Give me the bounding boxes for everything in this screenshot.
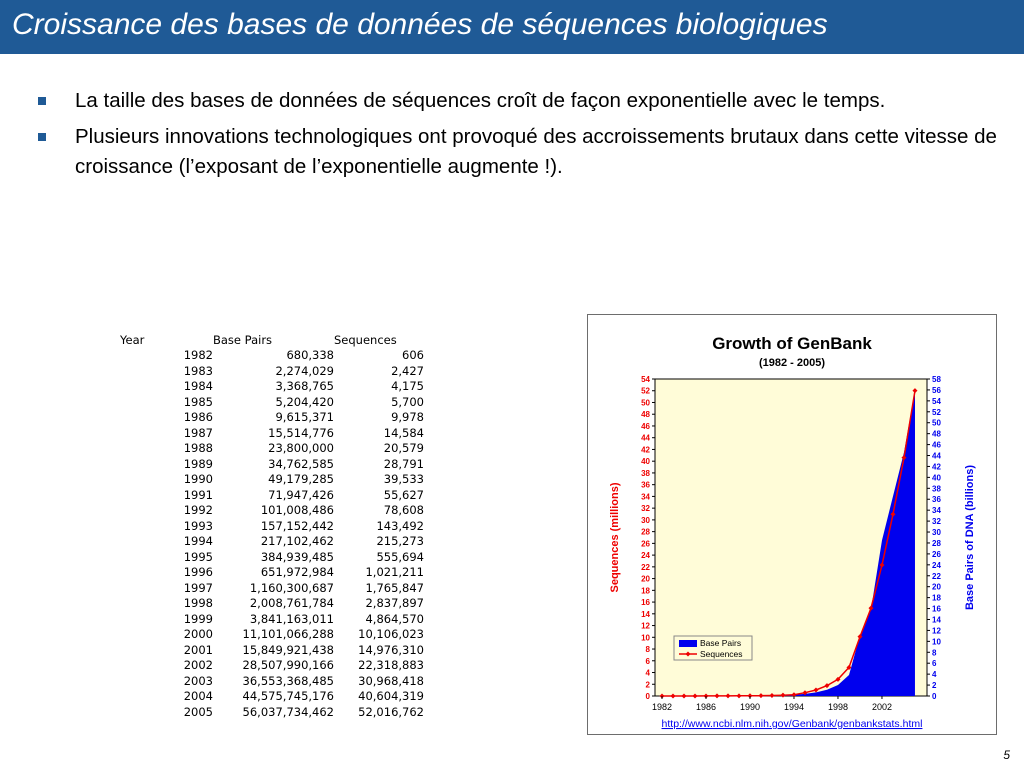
base-pairs-cell: 15,514,776 — [268, 425, 334, 440]
year-cell: 1992 — [183, 503, 213, 517]
table-row — [120, 472, 424, 488]
base-pairs-cell: 1,160,300,687 — [249, 580, 334, 595]
left-axis-title: Sequences (millions) — [609, 482, 621, 593]
right-tick-label: 32 — [932, 517, 941, 527]
table-row — [120, 488, 424, 504]
title-bar — [0, 0, 1024, 54]
sequences-cell: 4,864,570 — [365, 611, 424, 626]
base-pairs-swatch — [679, 640, 697, 647]
right-tick-label: 26 — [932, 549, 941, 559]
table-row — [120, 643, 424, 659]
base-pairs-cell: 28,507,990,166 — [242, 658, 334, 672]
left-tick-label: 36 — [641, 480, 650, 490]
year-cell: 2005 — [183, 704, 213, 719]
table-row — [120, 379, 424, 395]
right-tick-label: 8 — [932, 648, 937, 658]
left-tick-label: 10 — [641, 633, 650, 643]
right-tick-label: 16 — [932, 604, 941, 614]
sequences-cell: 555,694 — [376, 549, 424, 564]
right-tick-label: 46 — [932, 440, 941, 450]
chart-svg — [588, 315, 996, 734]
table-row — [120, 441, 424, 457]
table-row — [120, 627, 424, 643]
sequences-cell: 40,604,319 — [358, 689, 424, 703]
left-tick-label: 0 — [645, 692, 650, 701]
x-tick-label: 2002 — [871, 702, 892, 712]
right-tick-label: 28 — [932, 538, 941, 548]
right-tick-label: 24 — [932, 560, 941, 570]
right-tick-label: 10 — [932, 637, 941, 647]
left-tick-label: 52 — [641, 386, 650, 396]
base-pairs-cell: 11,101,066,288 — [242, 627, 334, 641]
sequences-cell: 1,021,211 — [365, 565, 424, 579]
table-row — [120, 689, 424, 705]
year-cell: 1998 — [183, 596, 213, 610]
left-tick-label: 30 — [641, 515, 650, 525]
header-base-pairs: Base Pairs — [213, 333, 273, 347]
table-row — [120, 519, 424, 535]
legend-label: Base Pairs — [700, 638, 742, 648]
right-tick-label: 12 — [932, 626, 941, 636]
year-cell: 1993 — [183, 518, 213, 533]
table-row — [120, 674, 424, 690]
right-tick-label: 30 — [932, 528, 941, 538]
base-pairs-cell: 15,849,921,438 — [242, 642, 334, 657]
right-tick-label: 4 — [932, 670, 937, 680]
left-tick-label: 2 — [645, 680, 650, 690]
genbank-table — [120, 333, 424, 720]
year-cell: 1989 — [183, 456, 213, 471]
sequences-cell: 55,627 — [383, 487, 424, 502]
left-tick-label: 50 — [641, 398, 650, 408]
right-tick-label: 58 — [932, 375, 941, 384]
year-cell: 1997 — [183, 580, 213, 595]
base-pairs-cell: 651,972,984 — [260, 565, 334, 579]
header-year: Year — [120, 333, 145, 347]
year-cell: 1991 — [183, 487, 213, 502]
table-row — [120, 705, 424, 721]
table-row — [120, 457, 424, 473]
left-tick-label: 28 — [641, 527, 650, 537]
x-tick-label: 1986 — [695, 702, 717, 712]
source-link: http://www.ncbi.nlm.nih.gov/Genbank/genbankstats.html — [661, 718, 923, 730]
right-tick-label: 2 — [932, 681, 937, 691]
bullet-item — [38, 86, 998, 116]
left-tick-label: 54 — [641, 375, 650, 384]
base-pairs-cell: 34,762,585 — [268, 456, 334, 471]
base-pairs-cell: 56,037,734,462 — [242, 704, 334, 719]
left-tick-label: 26 — [641, 539, 650, 549]
right-tick-label: 40 — [932, 473, 941, 483]
sequences-cell: 2,427 — [391, 363, 424, 378]
left-tick-label: 18 — [641, 586, 650, 596]
sequences-cell: 5,700 — [391, 394, 424, 409]
base-pairs-cell: 9,615,371 — [275, 410, 334, 424]
right-tick-label: 36 — [932, 495, 941, 505]
sequences-cell: 143,492 — [376, 518, 424, 533]
chart-subtitle: (1982 - 2005) — [758, 357, 826, 369]
sequences-cell: 2,837,897 — [365, 596, 424, 610]
table-row — [120, 410, 424, 426]
page-number: 5 — [1003, 748, 1010, 762]
right-tick-label: 6 — [932, 659, 937, 669]
sequences-cell: 4,175 — [391, 379, 424, 393]
base-pairs-cell: 157,152,442 — [260, 518, 334, 533]
right-tick-label: 34 — [932, 506, 941, 516]
left-tick-label: 16 — [641, 598, 650, 608]
table-row — [120, 612, 424, 628]
right-tick-label: 20 — [932, 582, 941, 592]
left-tick-label: 24 — [641, 551, 650, 561]
base-pairs-cell: 71,947,426 — [268, 487, 334, 502]
base-pairs-cell: 36,553,368,485 — [242, 673, 334, 688]
base-pairs-cell: 101,008,486 — [260, 503, 334, 517]
left-tick-label: 48 — [641, 410, 650, 420]
x-tick-label: 1990 — [739, 702, 761, 712]
base-pairs-cell: 2,274,029 — [275, 363, 334, 378]
year-cell: 2002 — [183, 658, 213, 672]
right-tick-label: 44 — [932, 451, 941, 461]
table-row — [120, 596, 424, 612]
right-tick-label: 52 — [932, 407, 941, 417]
sequences-cell: 1,765,847 — [365, 580, 424, 595]
sequences-cell: 10,106,023 — [358, 627, 424, 641]
right-tick-label: 18 — [932, 593, 941, 603]
left-tick-label: 34 — [641, 492, 650, 502]
left-tick-label: 6 — [645, 656, 650, 666]
sequences-cell: 14,976,310 — [358, 642, 424, 657]
left-tick-label: 20 — [641, 574, 650, 584]
left-tick-label: 44 — [641, 433, 650, 443]
slide-title: Croissance des bases de données de séquences biologiques — [12, 8, 828, 41]
base-pairs-cell: 3,368,765 — [275, 379, 334, 393]
square-bullet-icon — [38, 133, 46, 141]
sequences-cell: 14,584 — [383, 425, 424, 440]
year-cell: 2001 — [183, 642, 213, 657]
base-pairs-cell: 3,841,163,011 — [249, 611, 334, 626]
sequences-cell: 39,533 — [383, 472, 424, 486]
year-cell: 1999 — [183, 611, 213, 626]
sequences-cell: 9,978 — [391, 410, 424, 424]
year-cell: 2003 — [183, 673, 213, 688]
x-tick-label: 1994 — [783, 702, 804, 712]
bullet-text: La taille des bases de données de séquences croît de façon exponentielle avec le temps. — [75, 89, 886, 112]
bullet-list — [38, 86, 998, 188]
bullet-text: Plusieurs innovations technologiques ont provoqué des accroissements brutaux dans cette vitesse de croissance (l’exposant de l’exponentielle augmente !). — [75, 125, 997, 178]
right-axis-title: Base Pairs of DNA (billions) — [964, 464, 976, 611]
year-cell: 1990 — [183, 472, 213, 486]
year-cell: 1994 — [183, 534, 213, 548]
sequences-cell: 215,273 — [376, 534, 424, 548]
base-pairs-cell: 217,102,462 — [260, 534, 334, 548]
left-tick-label: 38 — [641, 468, 650, 478]
left-tick-label: 14 — [641, 609, 650, 619]
right-tick-label: 54 — [932, 396, 941, 406]
year-cell: 1996 — [183, 565, 213, 579]
sequences-cell: 606 — [402, 348, 424, 362]
left-tick-label: 40 — [641, 457, 650, 467]
year-cell: 1984 — [183, 379, 213, 393]
sequences-cell: 22,318,883 — [358, 658, 424, 672]
legend-label: Sequences — [700, 649, 743, 659]
table-row — [120, 550, 424, 566]
base-pairs-cell: 2,008,761,784 — [249, 596, 334, 610]
table-row — [120, 395, 424, 411]
right-tick-label: 48 — [932, 429, 941, 439]
year-cell: 1995 — [183, 549, 213, 564]
base-pairs-cell: 5,204,420 — [275, 394, 334, 409]
year-cell: 1986 — [183, 410, 213, 424]
x-tick-label: 1982 — [651, 702, 673, 712]
genbank-chart — [587, 314, 997, 735]
left-tick-label: 4 — [645, 668, 650, 678]
bullet-item — [38, 122, 998, 182]
sequences-cell: 20,579 — [383, 441, 424, 455]
table-row — [120, 364, 424, 380]
left-tick-label: 22 — [641, 562, 650, 572]
right-tick-label: 0 — [932, 692, 937, 701]
sequences-cell: 78,608 — [383, 503, 424, 517]
table-row — [120, 426, 424, 442]
year-cell: 1983 — [183, 363, 213, 378]
year-cell: 1982 — [183, 348, 213, 362]
year-cell: 1988 — [183, 441, 213, 455]
base-pairs-cell: 44,575,745,176 — [242, 689, 334, 703]
chart-title: Growth of GenBank — [712, 334, 872, 353]
base-pairs-cell: 49,179,285 — [268, 472, 334, 486]
right-tick-label: 22 — [932, 571, 941, 581]
table-row — [120, 348, 424, 364]
table-body — [120, 348, 424, 720]
left-tick-label: 32 — [641, 504, 650, 514]
base-pairs-cell: 680,338 — [286, 348, 334, 362]
sequences-cell: 28,791 — [383, 456, 424, 471]
table-row — [120, 534, 424, 550]
left-tick-label: 42 — [641, 445, 650, 455]
left-tick-label: 12 — [641, 621, 650, 631]
right-tick-label: 50 — [932, 418, 941, 428]
left-tick-label: 8 — [645, 645, 650, 655]
year-cell: 2004 — [183, 689, 213, 703]
left-tick-label: 46 — [641, 421, 650, 431]
base-pairs-cell: 23,800,000 — [268, 441, 334, 455]
table-row — [120, 658, 424, 674]
right-tick-label: 42 — [932, 462, 941, 472]
sequences-cell: 30,968,418 — [358, 673, 424, 688]
table-header-row — [120, 333, 424, 348]
year-cell: 1987 — [183, 425, 213, 440]
square-bullet-icon — [38, 97, 46, 105]
x-tick-label: 1998 — [827, 702, 848, 712]
base-pairs-cell: 384,939,485 — [260, 549, 334, 564]
right-tick-label: 38 — [932, 484, 941, 494]
right-tick-label: 14 — [932, 615, 941, 625]
header-sequences: Sequences — [334, 333, 397, 347]
sequences-cell: 52,016,762 — [358, 704, 424, 719]
year-cell: 2000 — [183, 627, 213, 641]
year-cell: 1985 — [183, 394, 213, 409]
right-tick-label: 56 — [932, 385, 941, 395]
table-row — [120, 565, 424, 581]
table-row — [120, 503, 424, 519]
table-row — [120, 581, 424, 597]
